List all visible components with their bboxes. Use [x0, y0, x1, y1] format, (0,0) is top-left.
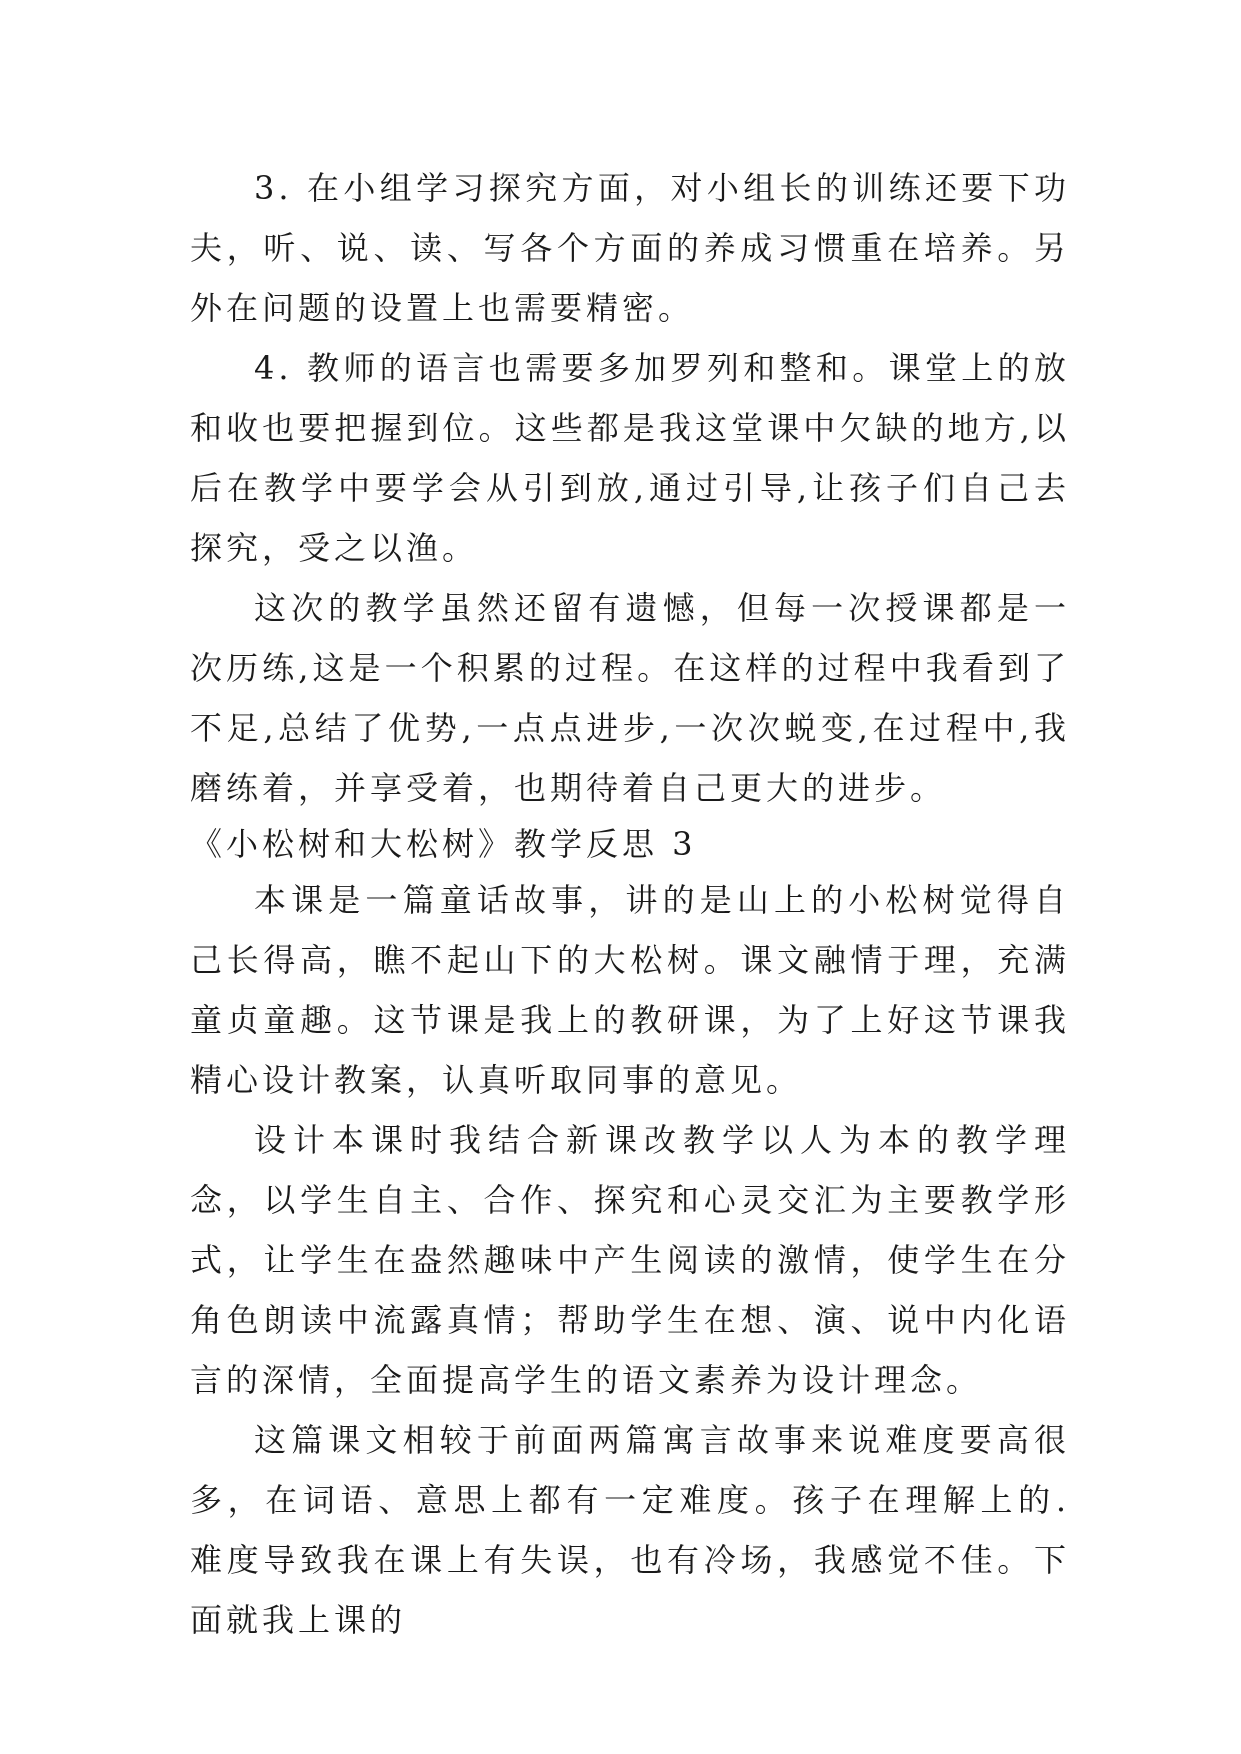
paragraph-point-4: 4. 教师的语言也需要多加罗列和整和。课堂上的放和收也要把握到位。这些都是我这堂课中欠缺的地方,以后在教学中要学会从引到放,通过引导,让孩子们自己去探究，受之以渔。 [190, 349, 1070, 567]
paragraph-point-3: 3. 在小组学习探究方面，对小组长的训练还要下功夫，听、说、读、写各个方面的养成习惯重在培养。另外在问题的设置上也需要精密。 [190, 169, 1070, 327]
paragraph-design: 设计本课时我结合新课改教学以人为本的教学理念，以学生自主、合作、探究和心灵交汇为主要教学形式，让学生在盎然趣味中产生阅读的激情，使学生在分角色朗读中流露真情；帮助学生在想、演、说中内化语言的深情，全面提高学生的语文素养为设计理念。 [190, 1121, 1070, 1399]
document-body [190, 158, 1070, 1650]
paragraph-summary: 这次的教学虽然还留有遗憾，但每一次授课都是一次历练,这是一个积累的过程。在这样的过程中我看到了不足,总结了优势,一点点进步,一次次蜕变,在过程中,我磨练着，并享受着，也期待着自己更大的进步。 [190, 589, 1070, 807]
section-title: 《小松树和大松树》教学反思 3 [190, 825, 697, 863]
paragraph-difficulty: 这篇课文相较于前面两篇寓言故事来说难度要高很多，在词语、意思上都有一定难度。孩子在理解上的. 难度导致我在课上有失误，也有冷场，我感觉不佳。下面就我上课的 [190, 1421, 1070, 1639]
paragraph-intro: 本课是一篇童话故事，讲的是山上的小松树觉得自己长得高，瞧不起山下的大松树。课文融情于理，充满童贞童趣。这节课是我上的教研课，为了上好这节课我精心设计教案，认真听取同事的意见。 [190, 881, 1070, 1099]
